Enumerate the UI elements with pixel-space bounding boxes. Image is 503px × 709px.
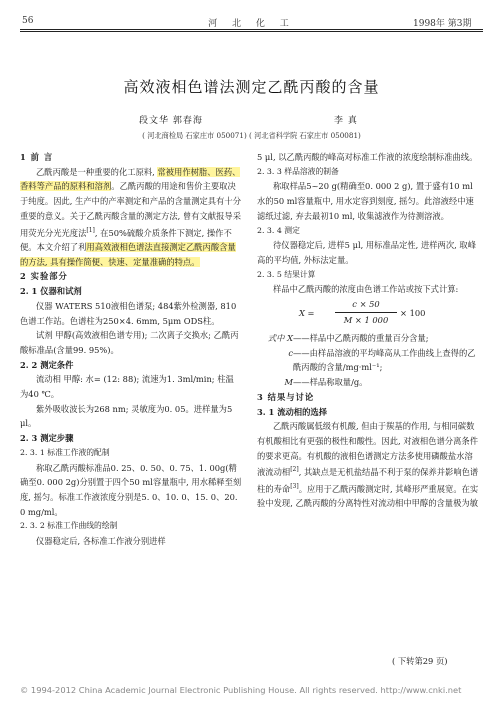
- subsection-heading: 2. 3 测定步骤: [20, 433, 74, 444]
- issue-label: 1998年 第3期: [413, 19, 472, 29]
- text-run: 。乙酰丙酸的用途和售价主要取决于纯度。因此, 生产中的产率测定和产品的含量测定具有十分重要的意义。关于乙酰丙酸含量的测定方法, 曾有文献报导采用荧光分光光度法: [20, 181, 241, 238]
- paragraph: 仪器稳定后, 各标准工作液分别进样: [36, 536, 166, 547]
- section-heading: 1 前 言: [20, 152, 54, 162]
- definition-symbol: M: [284, 377, 293, 388]
- section-heading: 3 结果与讨论: [257, 391, 315, 402]
- highlighted-text: 用高效液相色谱法直接测定乙酰丙酸含量的方法, 具有操作简便、快速、定量准确的特点。: [20, 241, 236, 267]
- subsection-heading: 2. 2 测定条件: [20, 359, 74, 370]
- header-rule-bottom: [20, 31, 483, 32]
- text-run: 乙酰丙酸是一种重要的化工原料,: [36, 166, 158, 177]
- paragraph: 待仪器稳定后, 进样5 μl, 用标准品定性, 进样两次, 取峰高的平均值, 外标法定量。: [257, 240, 476, 265]
- highlighted-text: 常被用作树脂、医药、香料等产品的原料和溶剂: [20, 166, 241, 192]
- subsection-heading: 2. 1 仪器和试剂: [20, 286, 82, 297]
- left-column: [20, 150, 242, 549]
- definition-line: [257, 346, 479, 375]
- citation: [1]: [86, 226, 95, 234]
- subsection-heading: 3. 1 流动相的选择: [257, 406, 327, 417]
- journal-name: 河 北 化 工: [208, 19, 295, 29]
- authors-left: 段文华 郭春海: [139, 116, 203, 126]
- section-heading: 2 实验部分: [20, 271, 68, 282]
- header-rule-top: [20, 29, 483, 30]
- subsubsection-heading: 2. 3. 4 测定: [257, 225, 300, 235]
- text-run: , 其缺点是无机盐结晶不利于泵的保养并影响色谱柱的寿命: [257, 467, 479, 494]
- definition-line: [257, 331, 479, 346]
- article-title: 高效液相色谱法测定乙酰丙酸的含量: [123, 78, 380, 96]
- formula-numerator: c × 50: [352, 299, 380, 310]
- paragraph: 紫外吸收波长为268 nm; 灵敏度为0. 05。进样量为5 μl。: [20, 403, 233, 429]
- citation: [3]: [290, 482, 299, 490]
- formula-factor: × 100: [400, 308, 426, 319]
- text-run: , 在50%硫酸介质条件下测定, 操作不便。本文介绍了利: [20, 227, 232, 252]
- subsubsection-heading: 2. 3. 5 结果计算: [257, 269, 316, 279]
- formula-denominator: M × 1 000: [343, 315, 389, 326]
- definition-text: ——样品称取量/g。: [293, 377, 368, 388]
- paragraph: 试剂 甲醇(高效液相色谱专用); 二次离子交换水; 乙酰丙酸标准品(含量99. 95%)。: [20, 330, 239, 355]
- right-column: [257, 150, 479, 511]
- definition-symbol: c: [288, 347, 293, 358]
- definition-line: [257, 375, 479, 390]
- subsubsection-heading: 2. 3. 3 样品溶液的制备: [257, 166, 339, 176]
- paragraph: 称取样品5~20 g(精确至0. 000 2 g), 置于盛有10 ml水的50 ml容量瓶中, 用水定容到刻度, 摇匀。此溶液经中速滤纸过滤, 弃去最初10 ml, 收集滤液作为待测溶液。: [257, 181, 474, 221]
- formula-block: [257, 297, 479, 331]
- paragraph: [20, 165, 242, 270]
- subsubsection-heading: 2. 3. 1 标准工作液的配制: [20, 447, 110, 457]
- paragraph: 乙酰丙酸属低级有机酸, 但由于羰基的作用, 与相同碳数有机酸相比有更强的极性和酸性。因此, 对液相色谱分离条件的要求更高。有机酸的液相色谱测定方法多使用磷酸盐水溶液流动相[2], 其缺点是无机盐结晶不利于泵的保养并影响色谱柱的寿命[3]。应用于乙酰丙酸测定时, 其峰形严重展宽。在实验中发现, 乙酰丙酸的分离特性对流动相中甲醇的含量极为敏: [257, 421, 479, 509]
- affiliations: ( 河北商检局 石家庄市 050071) ( 河北省科学院 石家庄市 050081): [142, 131, 361, 140]
- paragraph: 流动相 甲醇: 水= (12: 88); 流速为1. 3ml/min; 柱温为40 ℃。: [20, 374, 234, 400]
- definition-symbol: 式中 X: [267, 333, 293, 344]
- paragraph: 5 μl, 以乙酰丙酸的峰高对标准工作液的浓度绘制标准曲线。: [257, 152, 478, 162]
- formula-lhs: X =: [299, 308, 315, 319]
- page-number: 56: [22, 16, 34, 26]
- citation: [2]: [290, 466, 299, 474]
- variable-definitions: [257, 331, 479, 390]
- definition-text: ——样品中乙酰丙酸的重量百分含量;: [293, 333, 429, 344]
- paragraph: 称取乙酰丙酸标准品0. 25、0. 50、0. 75、1. 00g(精确至0. 000 2g)分别置于四个50 ml容量瓶中, 用水稀释至刻度, 摇匀。标准工作液浓度分别是5. 0、10. 0、15. 0、20. 0 mg/ml。: [20, 462, 242, 517]
- copyright-footer: © 1994-2012 China Academic Journal Electronic Publishing House. All rights reserved. http://www.cnki.net: [20, 685, 462, 695]
- paragraph: 仪器 WATERS 510液相色谱泵; 484紫外检测器, 810色谱工作站。色谱柱为250×4. 6mm, 5μm ODS柱。: [20, 300, 237, 326]
- text-run: 有机酸的液相色谱测定方法多使用磷酸盐水溶液流动相: [257, 450, 473, 478]
- subsubsection-heading: 2. 3. 2 标准工作曲线的绘制: [20, 521, 118, 531]
- continued-note: ( 下转第29 页): [392, 656, 448, 666]
- text-run: 。应用于乙酰丙酸测定时, 其峰形严重展宽。在实验中发现, 乙酰丙酸的分离特性对流动相中甲醇的含量极为敏: [257, 483, 479, 509]
- authors-right: 李 真: [334, 116, 358, 126]
- paragraph: 样品中乙酰丙酸的浓度由色谱工作站或按下式计算:: [273, 284, 459, 295]
- definition-text: ——由样品溶液的平均峰高从工作曲线上查得的乙酰丙酸的含量/mg·ml⁻¹;: [293, 347, 476, 373]
